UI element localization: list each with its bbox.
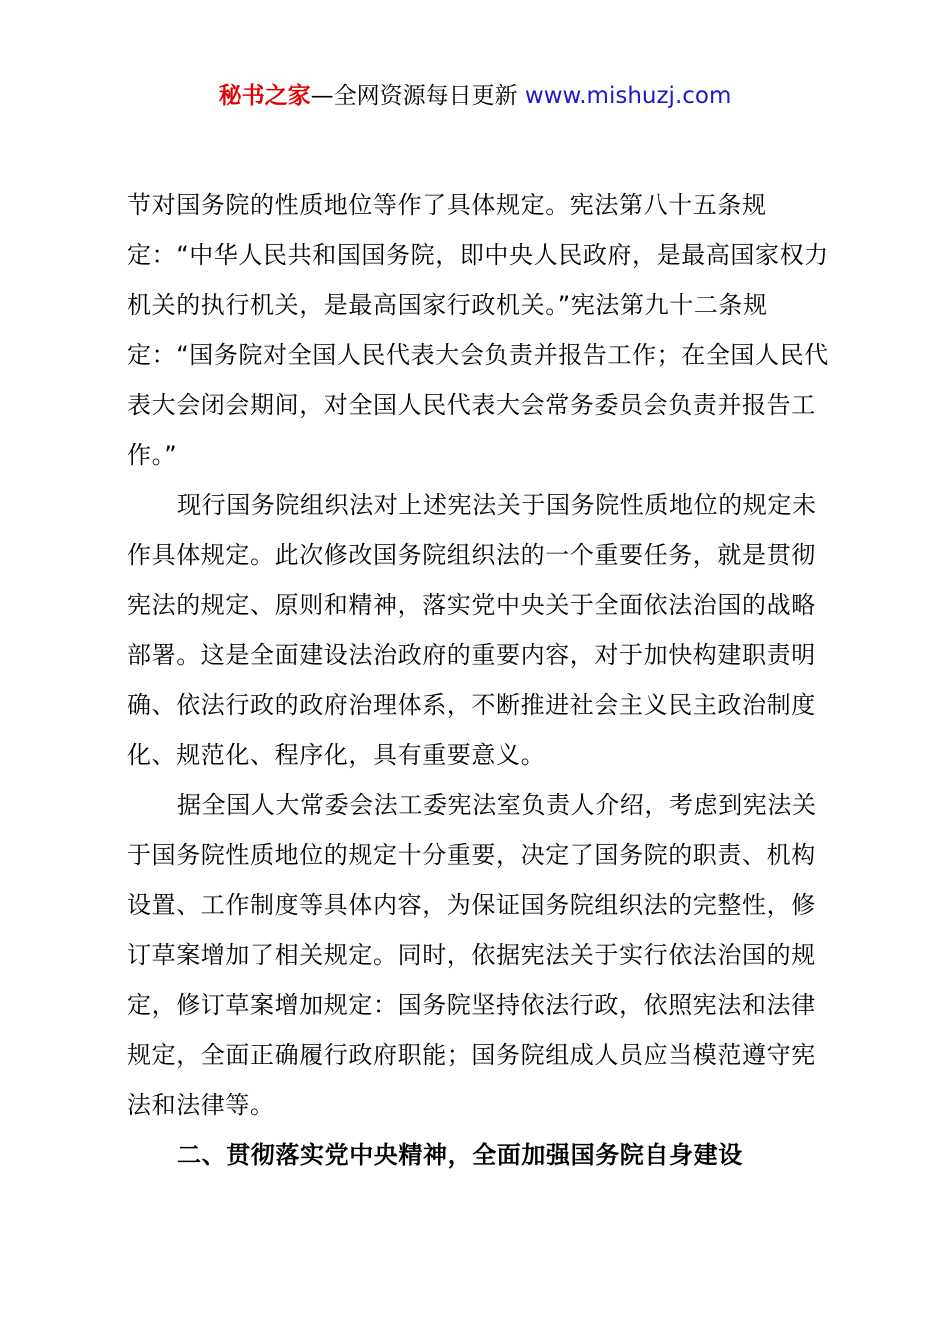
brand-name: 秘书之家 — [218, 83, 311, 109]
section-heading: 二、贯彻落实党中央精神，全面加强国务院自身建设 — [177, 1141, 743, 1169]
paragraph-continuation: 节对国务院的性质地位等作了具体规定。宪法第八十五条规定：“中华人民共和国国务院，即中央人民政府，是最高国家权力机关的执行机关，是最高国家行政机关。”宪法第九十二条规定：“国务院对全国人民代表大会负责并报告工作；在全国人民代表大会闭会期间，对全国人民代表大会常务委员会负责并报告工作。” — [127, 191, 829, 469]
document-body — [127, 180, 833, 1180]
paragraph: 现行国务院组织法对上述宪法关于国务院性质地位的规定未作具体规定。此次修改国务院组织法的一个重要任务，就是贯彻宪法的规定、原则和精神，落实党中央关于全面依法治国的战略部署。这是全面建设法治政府的重要内容，对于加快构建职责明确、依法行政的政府治理体系，不断推进社会主义民主政治制度化、规范化、程序化，具有重要意义。 — [127, 491, 817, 769]
page-header — [0, 80, 950, 112]
site-url-link[interactable]: www.mishuzj.com — [524, 83, 732, 109]
paragraph: 据全国人大常委会法工委宪法室负责人介绍，考虑到宪法关于国务院性质地位的规定十分重要，决定了国务院的职责、机构设置、工作制度等具体内容，为保证国务院组织法的完整性，修订草案增加了相关规定。同时，依据宪法关于实行依法治国的规定，修订草案增加规定：国务院坚持依法行政，依照宪法和法律规定，全面正确履行政府职能；国务院组成人员应当模范遵守宪法和法律等。 — [127, 791, 817, 1119]
header-tagline: —全网资源每日更新 — [310, 83, 525, 109]
